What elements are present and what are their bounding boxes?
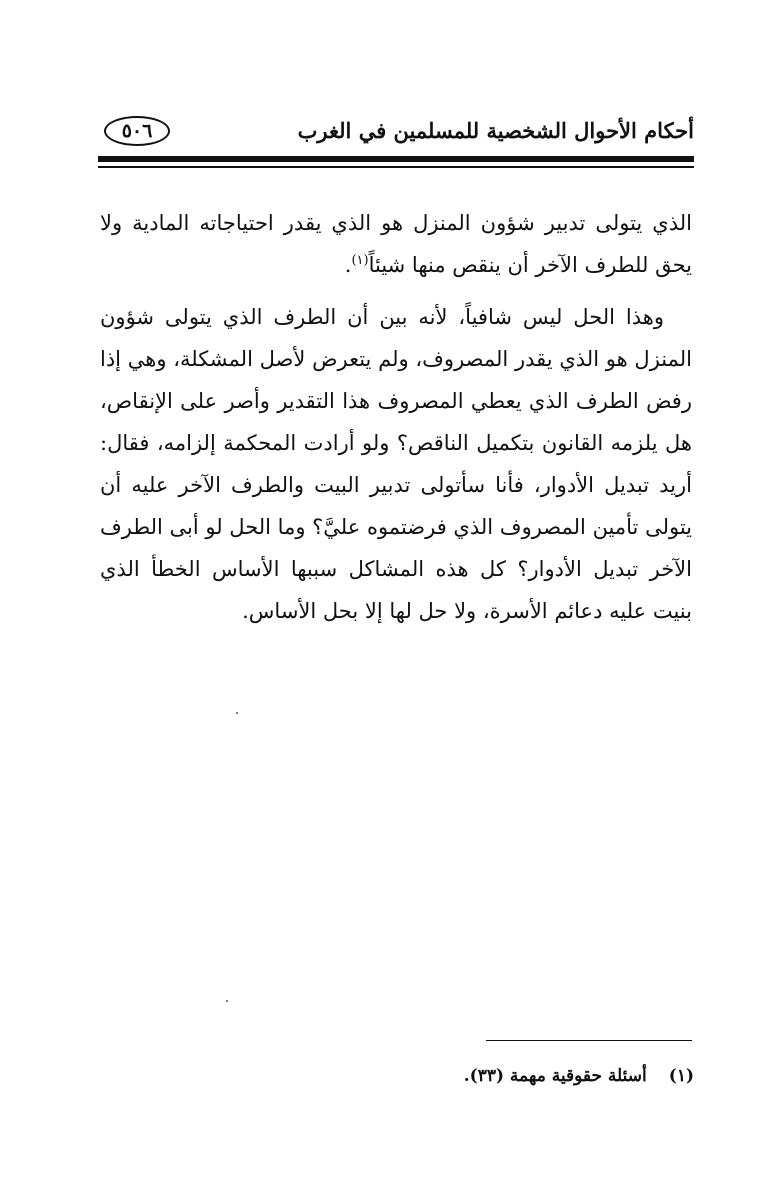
footnote-reference: (١) <box>351 253 369 268</box>
paragraph-1 <box>100 202 692 286</box>
paragraph-2: وهذا الحل ليس شافياً، لأنه بين أن الطرف الذي يتولى شؤون المنزل هو الذي يقدر المصروف، ولم يتعرض لأصل المشكلة، وهي إذا رفض الطرف الذي يعطي المصروف هذا التقدير وأصر على الإنقاص، هل يلزمه القانون بتكميل الناقص؟ ولو أرادت المحكمة إلزامه، فقال: أريد تبديل الأدوار، فأنا سأتولى تدبير البيت والطرف الآخر عليه أن يتولى تأمين المصروف الذي فرضتموه عليَّ؟ وما الحل لو أبى الطرف الآخر تبديل الأدوار؟ كل هذه المشاكل سببها الأساس الخطأ الذي بنيت عليه دعائم الأسرة، ولا حل لها إلا بحل الأساس. <box>100 305 692 623</box>
footnote <box>464 1066 694 1086</box>
page-number-badge: ٥٠٦ <box>104 116 170 146</box>
scan-speck <box>236 712 238 714</box>
paragraph-1-text: الذي يتولى تدبير شؤون المنزل هو الذي يقدر احتياجاته المادية ولا يحق للطرف الآخر أن ينقص منها شيئاً <box>100 211 692 277</box>
footnote-separator <box>486 1040 692 1041</box>
header-rule-thick <box>98 156 694 162</box>
main-text <box>100 202 692 642</box>
running-header <box>98 112 694 152</box>
scan-speck <box>226 1000 228 1002</box>
paragraph-1-end: . <box>344 253 352 277</box>
header-rule-thin <box>98 166 694 168</box>
page-header-title: أحكام الأحوال الشخصية للمسلمين في الغرب <box>297 118 694 143</box>
footnote-number: (١) <box>668 1066 694 1086</box>
footnote-text: أسئلة حقوقية مهمة (٣٣). <box>463 1066 647 1086</box>
